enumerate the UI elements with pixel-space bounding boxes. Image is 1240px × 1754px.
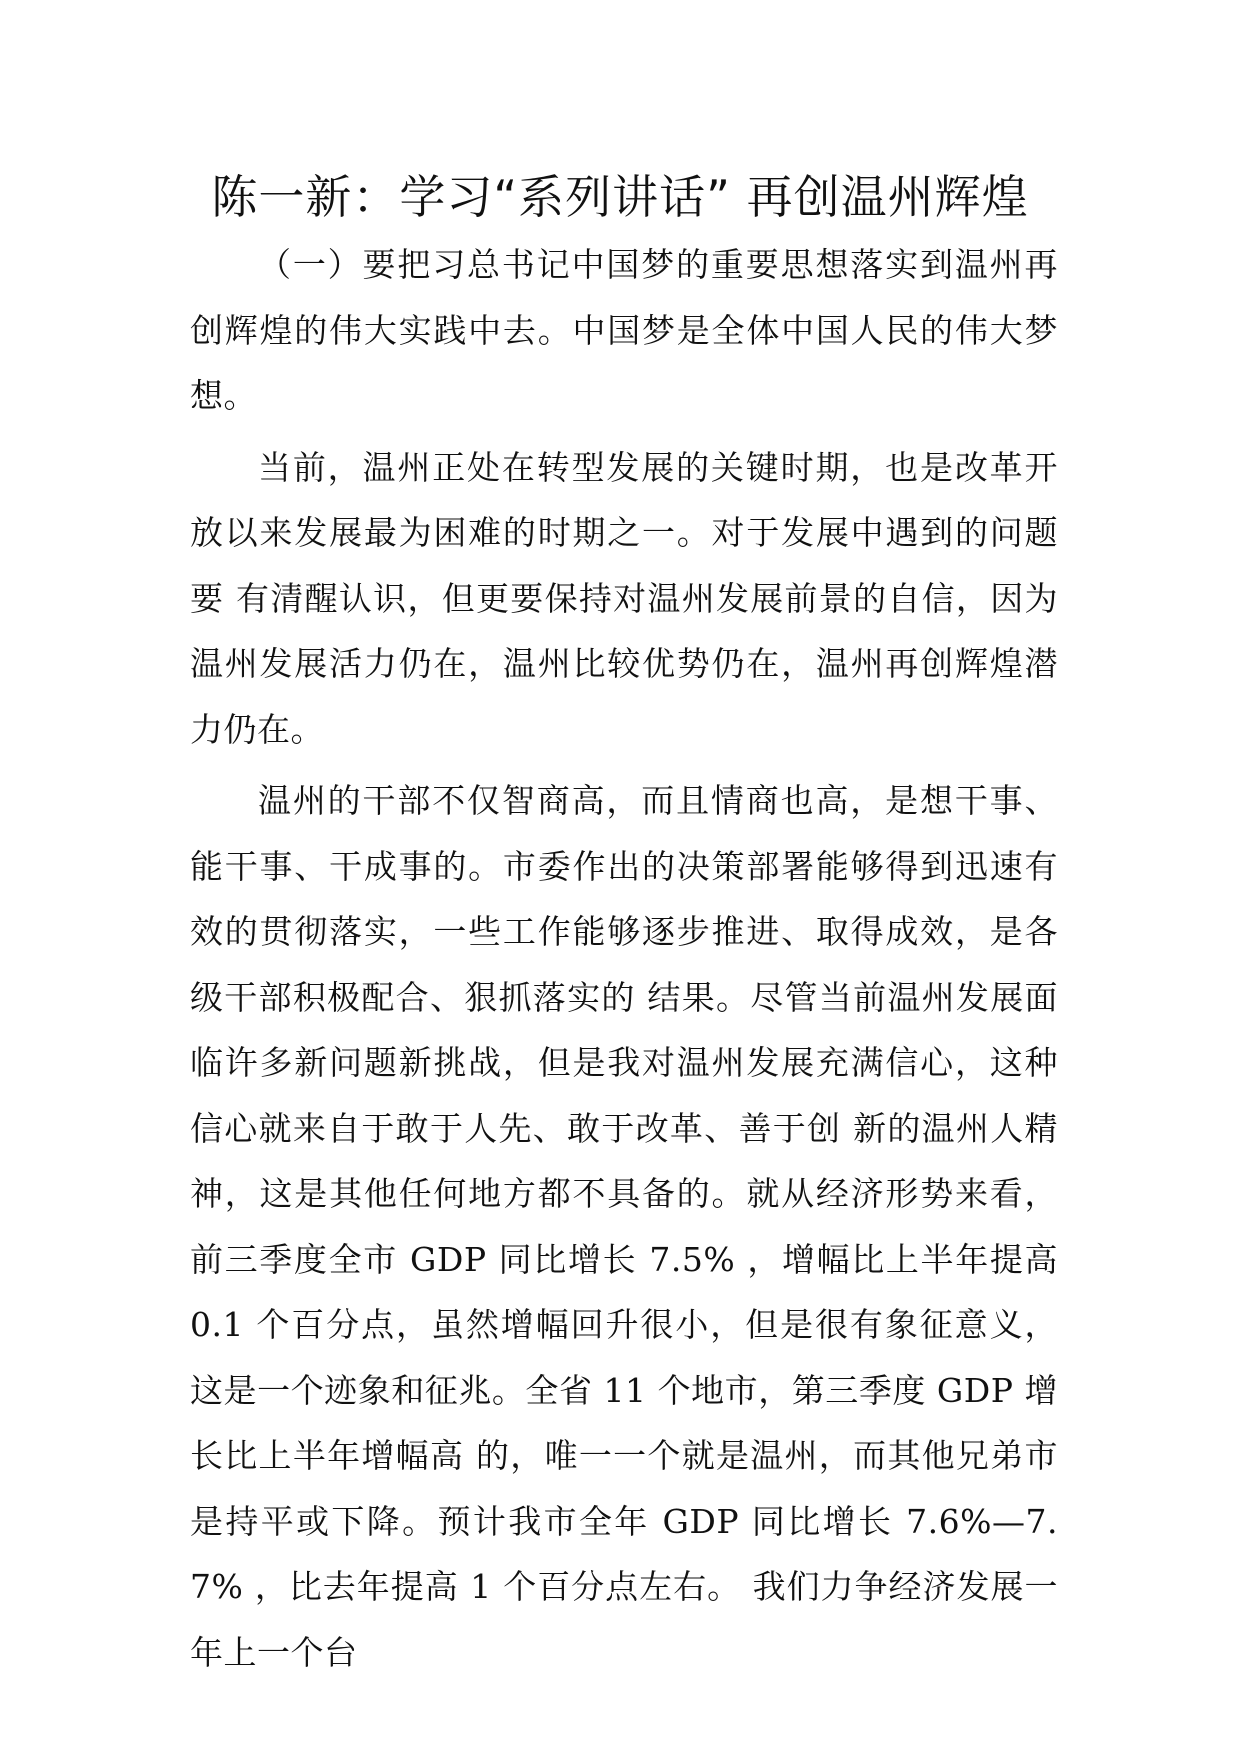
document-body: [190, 232, 1058, 1691]
document-title: 陈一新：学习“系列讲话” 再创温州辉煌: [211, 170, 1029, 224]
paragraph-1: （一）要把习总书记中国梦的重要思想落实到温州再创辉煌的伟大实践中去。中国梦是全体中国人民的伟大梦想。: [190, 245, 1058, 415]
paragraph-3: 温州的干部不仅智商高，而且情商也高，是想干事、能干事、干成事的。市委作出的决策部署能够得到迅速有效的贯彻落实，一些工作能够逐步推进、取得成效，是各级干部积极配合、狠抓落实的 结果。尽管当前温州发展面临许多新问题新挑战，但是我对温州发展充满信心，这种信心就来自于敢于人先、敢于改革、善于创 新的温州人精神，这是其他任何地方都不具备的。就从经济形势来看，前三季度全市 GDP 同比增长 7.5% ，增幅比上半年提高 0.1 个百分点，虽然增幅回升很小，但是很有象征意义，这是一个迹象和征兆。全省 11 个地市，第三季度 GDP 增长比上半年增幅高 的，唯一一个就是温州，而其他兄弟市是持平或下降。预计我市全年 GDP 同比增长 7.6%—7.7% ，比去年提高 1 个百分点左右。 我们力争经济发展一年上一个台: [190, 781, 1058, 1672]
paragraph-2: 当前，温州正处在转型发展的关键时期，也是改革开放以来发展最为困难的时期之一。对于发展中遇到的问题要 有清醒认识，但更要保持对温州发展前景的自信，因为温州发展活力仍在，温州比较优势仍在，温州再创辉煌潜力仍在。: [190, 447, 1058, 749]
